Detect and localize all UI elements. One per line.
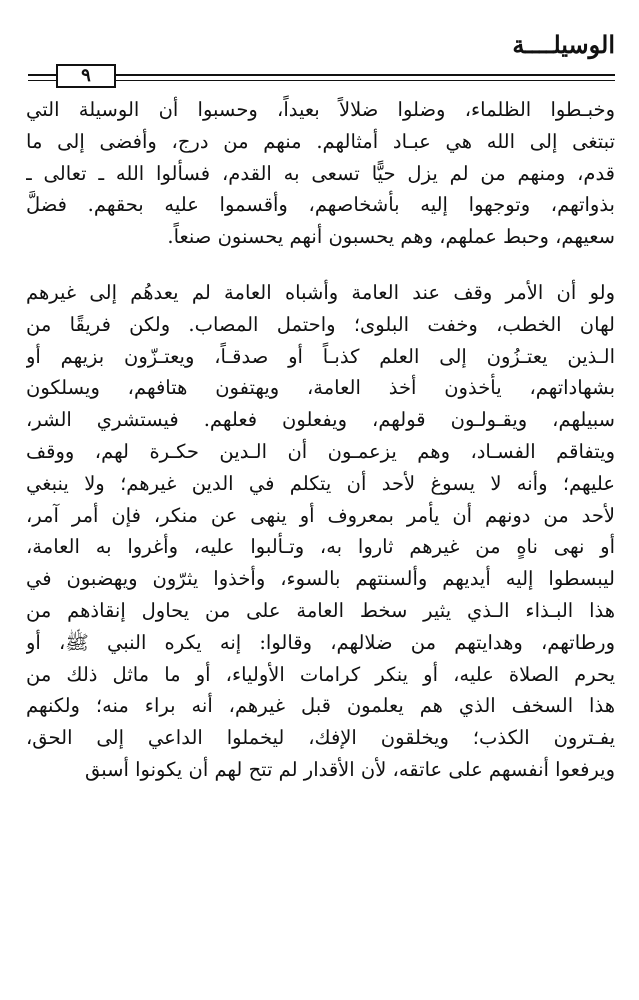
running-title: الوسيلــــة	[512, 30, 615, 59]
text-line: ولو أن الأمر وقف عند العامة وأشباه العامة لم يعدهُم إلى غيرهم	[26, 280, 615, 304]
text-line: أو نهى ناهٍ من غيرهم ثاروا به، وتـألبوا عليه، وأغروا به العامة،	[26, 535, 615, 559]
text-line: ليبسطوا إليه أيديهم وألسنتهم بالسوء، وأخذوا يثرّون ويهضبون في	[26, 567, 615, 591]
text-line: هذا البـذاء الـذي يثير سخط العامة على من يحاول إنقاذهم من	[26, 598, 615, 622]
text-line: هذا السخف الذي هم يعلمون قبل غيرهم، أنه براء منه؛ ولكنهم	[26, 694, 615, 718]
header-rule-thick-line	[28, 74, 615, 76]
text-line: ويرفعوا أنفسهم على عاتقه، لأن الأقدار لم تتح لهم أن يكونوا أسبق	[85, 757, 615, 781]
paragraph-2	[26, 277, 615, 786]
text-line: قدم، ومنهم من لم يزل حيًّا تسعى به القدم، فسألوا الله ـ تعالى ـ	[26, 161, 615, 185]
paragraph-gap	[26, 253, 615, 277]
text-line: وخبـطوا الظلماء، وضلوا ضلالاً بعيداً، وحسبوا أن الوسيلة التي	[26, 98, 615, 121]
body-text	[26, 94, 615, 786]
text-line: الـذين يعتـزُون إلى العلم كذبـاً أو صدقـاً، ويعتـزّون بزيهم أو	[26, 344, 615, 368]
text-line: بذواتهم، وتوجهوا إليه بأشخاصهم، وأقسموا عليه بحقهم. فضلَّ	[26, 193, 615, 217]
text-line: يحرم الصلاة عليه، أو ينكر كرامات الأولياء، أو ما ماثل ذلك من	[26, 662, 615, 686]
text-line: لأحد من دونهم أن يأمر بمعروف أو ينهى عن منكر، فإن أمر آمر،	[26, 503, 615, 527]
text-line: سعيهم، وحبط عملهم، وهم يحسبون أنهم يحسنون صنعاً.	[167, 225, 615, 249]
text-line: تبتغى إلى الله هي عبـاد أمثالهم. منهم من درج، وأفضى إلى ما	[26, 129, 615, 153]
text-line: عليهم؛ وأنه لا يسوغ لأحد أن يتكلم في الدين غيرهم؛ ولا ينبغي	[26, 471, 615, 495]
text-line: لهان الخطب، وخفت البلوى؛ واحتمل المصاب. ولكن فريقًا من	[26, 312, 615, 336]
text-line: ويتفاقم الفسـاد، وهم يزعمـون أن الـدين حكـرة لهم، ووقف	[26, 439, 615, 463]
text-line: يفـترون الكذب؛ ويخلقون الإفك، ليخملوا الداعي إلى الحق،	[26, 726, 615, 750]
header-rule-thin-line	[28, 80, 615, 81]
header-rule	[28, 64, 615, 86]
text-line: بشهاداتهم، يأخذون أخذ العامة، ويهتفون هتافهم، ويسلكون	[26, 376, 615, 400]
paragraph-1	[26, 94, 615, 253]
text-line: ورطاتهم، وهدايتهم من ضلالهم، وقالوا: إنه يكره النبي ﷺ، أو	[26, 630, 615, 654]
text-line: سبيلهم، ويقـولـون قولهم، ويفعلون فعلهم. فيستشري الشر،	[26, 408, 615, 432]
page-number: ٩	[56, 64, 116, 88]
